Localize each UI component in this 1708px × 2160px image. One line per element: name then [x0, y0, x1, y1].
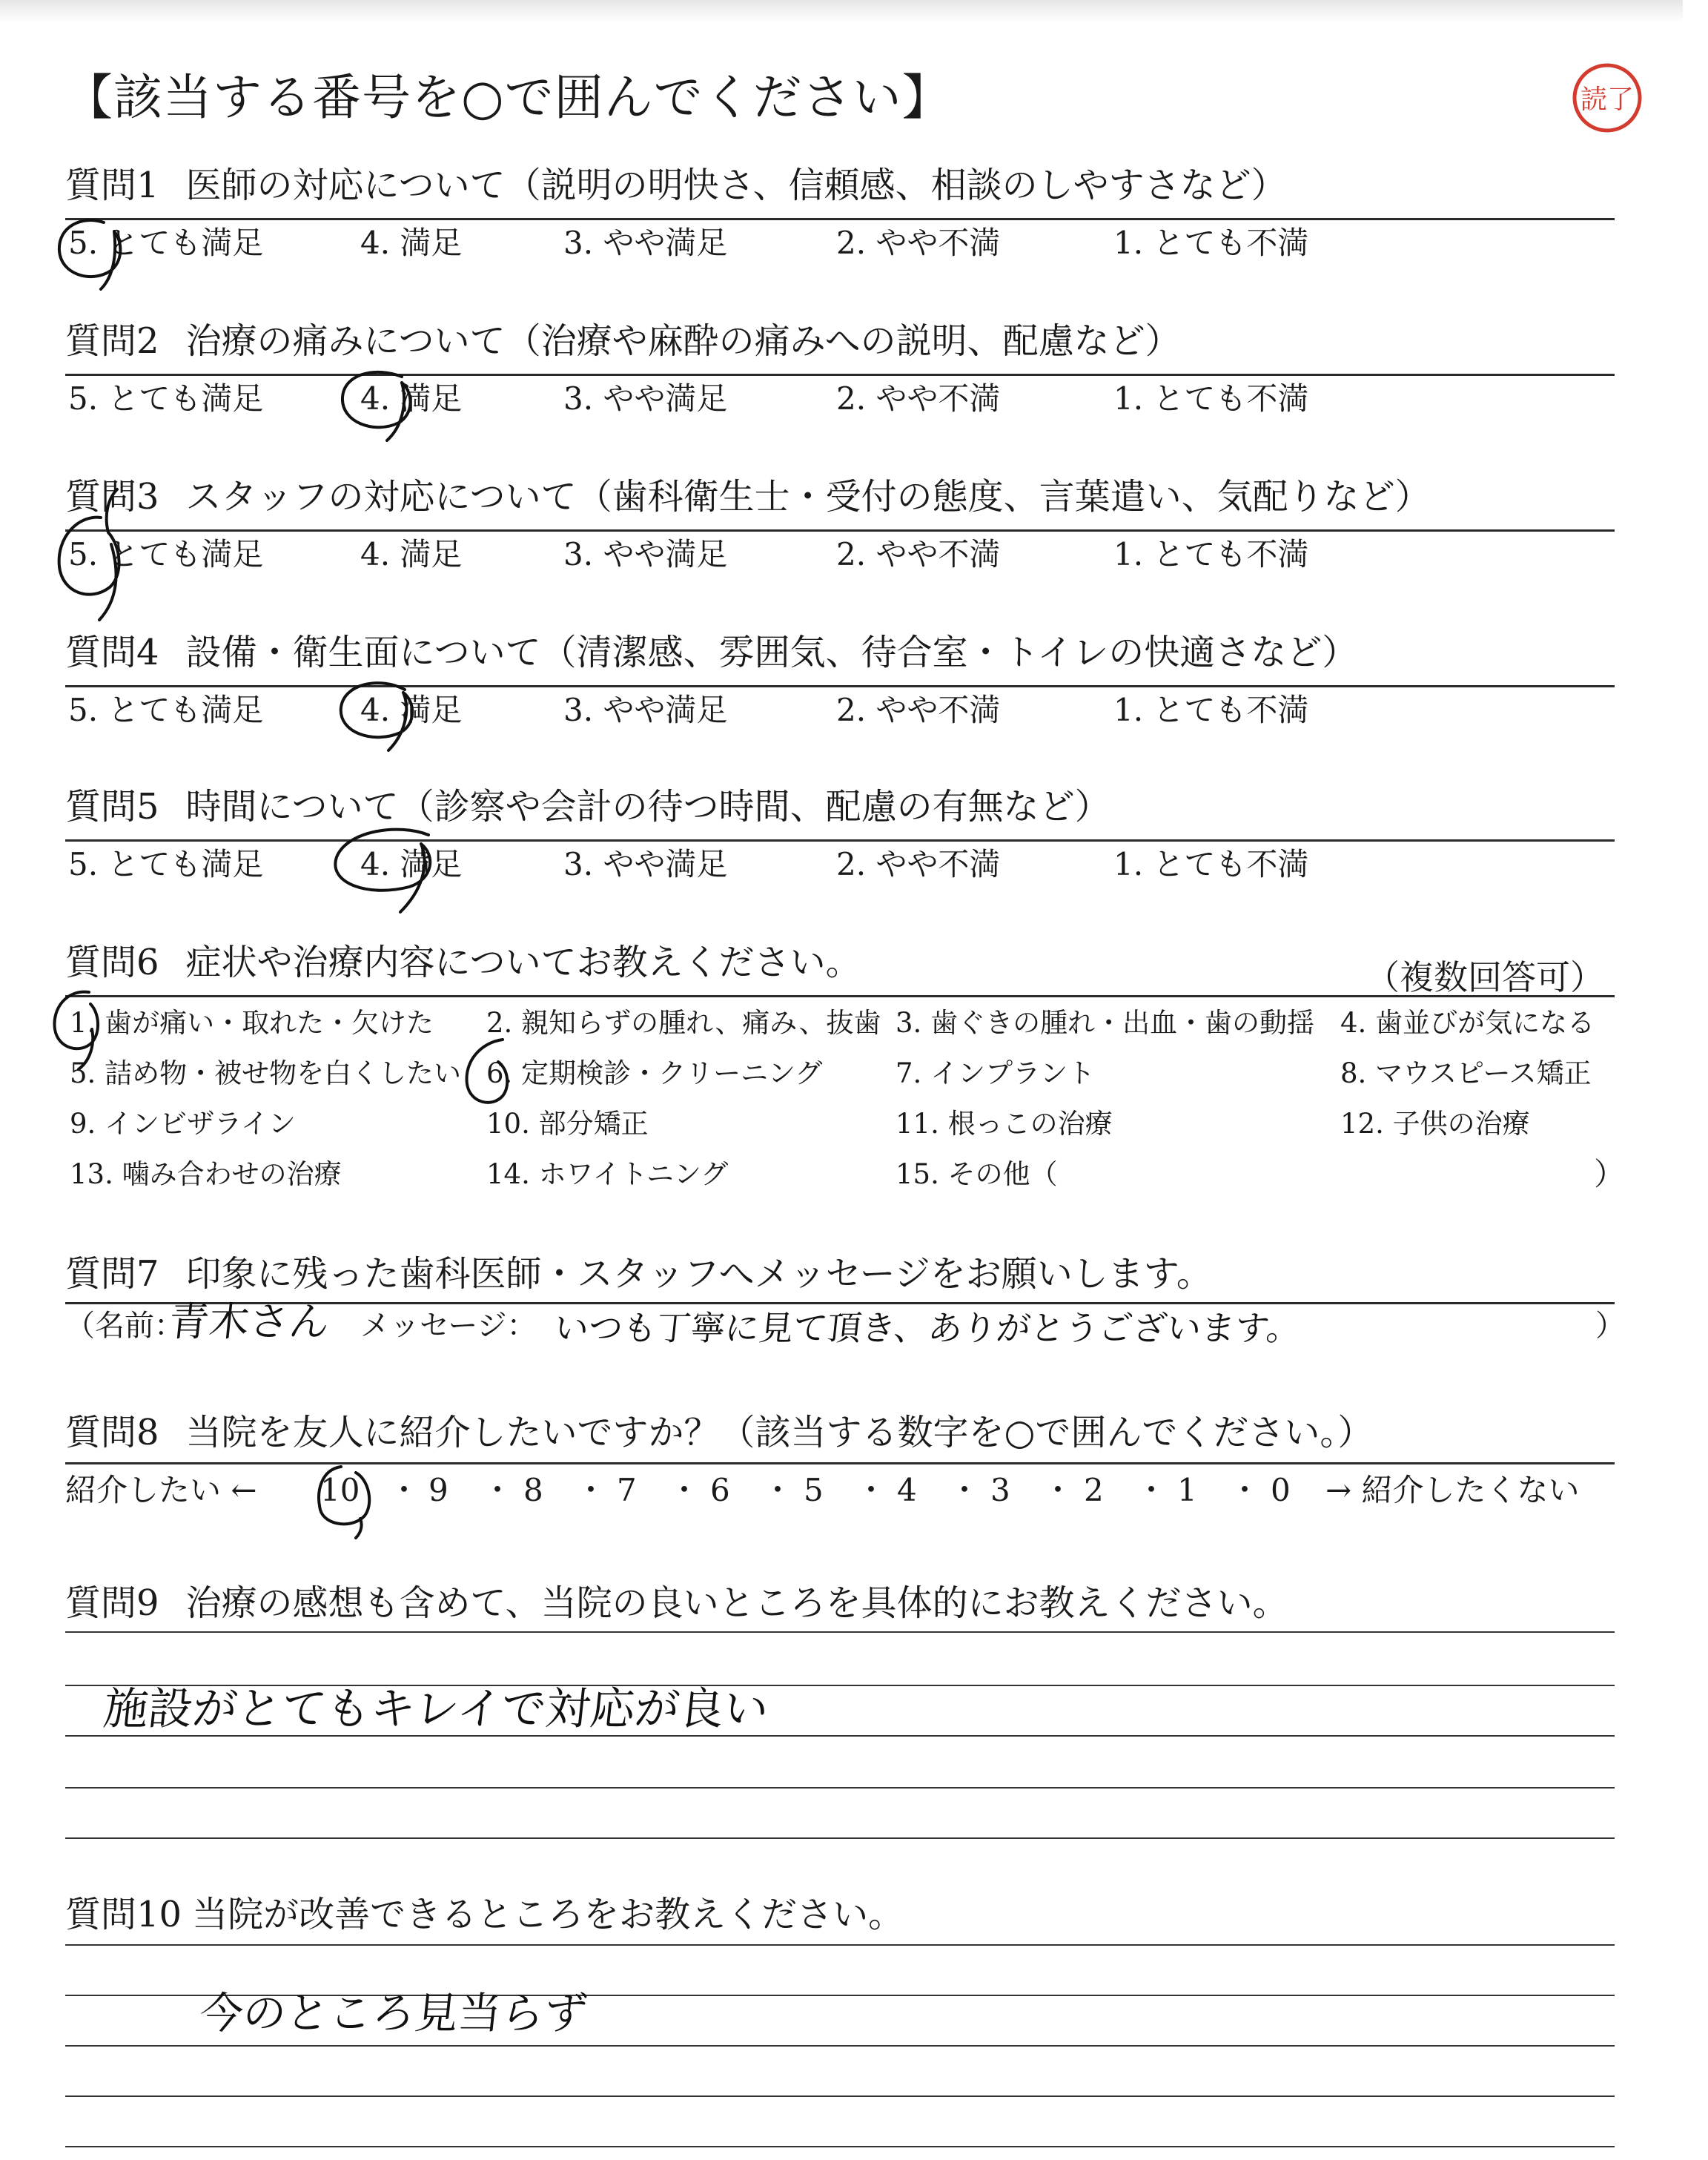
q5-option-3[interactable]: 3. やや満足	[563, 846, 728, 882]
question-text: スタッフの対応について（歯科衛生士・受付の態度、言葉遣い、気配りなど）	[185, 476, 1431, 518]
question-number: 質問10	[65, 1894, 182, 1935]
answer-line	[65, 2095, 1615, 2097]
page-title: 【該当する番号を○で囲んでください】	[64, 69, 952, 126]
question-text: 時間について（診察や会計の待つ時間、配慮の有無など）	[185, 786, 1110, 828]
q4-option-3[interactable]: 3. やや満足	[563, 692, 728, 728]
q3-option-2[interactable]: 2. やや不満	[836, 536, 1001, 572]
question-10-title	[65, 1891, 904, 1938]
q3-option-5[interactable]: 5. とても満足	[68, 536, 264, 572]
question-4-title	[65, 629, 1357, 676]
q3-option-3[interactable]: 3. やや満足	[563, 536, 728, 572]
question-10	[65, 1891, 1615, 1950]
q6-option-3[interactable]: 3. 歯ぐきの腫れ・出血・歯の動揺	[896, 1007, 1315, 1039]
multiple-answers-note: （複数回答可）	[1366, 957, 1604, 997]
q2-option-1[interactable]: 1. とても不満	[1113, 380, 1309, 417]
q6-option-11[interactable]: 11. 根っこの治療	[896, 1108, 1113, 1140]
q6-option-4[interactable]: 4. 歯並びが気になる	[1340, 1007, 1595, 1039]
question-7-title	[65, 1250, 1212, 1298]
scale-dot: ・	[949, 1472, 981, 1508]
stamp-label: 読了	[1580, 85, 1635, 115]
question-number: 質問4	[65, 632, 159, 673]
q6-option-2[interactable]: 2. 親知らずの腫れ、痛み、抜歯	[486, 1007, 881, 1039]
divider	[65, 218, 1615, 220]
scale-dot: ・	[1042, 1472, 1074, 1508]
divider	[65, 839, 1615, 842]
question-number: 質問5	[65, 786, 159, 828]
scale-8[interactable]: 8	[523, 1472, 543, 1508]
question-8-title	[65, 1409, 1373, 1456]
q9-answer[interactable]: 施設がとてもキレイで対応が良い	[101, 1683, 772, 1735]
scale-6[interactable]: 6	[710, 1472, 730, 1508]
q1-option-1[interactable]: 1. とても不満	[1113, 225, 1309, 261]
message-label: メッセージ：	[360, 1309, 537, 1343]
q10-answer[interactable]: 今のところ見当らず	[197, 1988, 590, 2038]
scale-5[interactable]: 5	[804, 1472, 824, 1508]
answer-line	[65, 1787, 1615, 1789]
read-stamp	[1570, 61, 1644, 135]
q6-option-12[interactable]: 12. 子供の治療	[1340, 1108, 1530, 1140]
question-text: 治療の感想も含めて、当院の良いところを具体的にお教えください。	[185, 1582, 1288, 1624]
name-label: （名前：	[65, 1309, 184, 1343]
q1-option-3[interactable]: 3. やや満足	[563, 225, 728, 261]
recommend-right-label: → 紹介したくない	[1325, 1472, 1580, 1508]
question-number: 質問9	[65, 1582, 159, 1624]
question-number: 質問8	[65, 1412, 159, 1453]
q6-option-7[interactable]: 7. インプラント	[896, 1057, 1096, 1089]
question-1	[65, 162, 1615, 310]
q6-option-6[interactable]: 6. 定期検診・クリーニング	[486, 1057, 823, 1089]
scale-0[interactable]: 0	[1271, 1472, 1291, 1508]
question-8	[65, 1409, 1615, 1468]
scale-9[interactable]: 9	[428, 1472, 448, 1508]
answer-line	[65, 1735, 1615, 1737]
question-text: 治療の痛みについて（治療や麻酔の痛みへの説明、配慮など）	[185, 320, 1181, 362]
divider	[65, 1462, 1615, 1464]
scale-2[interactable]: 2	[1084, 1472, 1104, 1508]
scan-edge-shadow	[0, 0, 1683, 22]
q5-option-1[interactable]: 1. とても不満	[1113, 846, 1309, 882]
question-9-title	[65, 1579, 1288, 1627]
scale-dot: ・	[669, 1472, 701, 1508]
question-text: 当院を友人に紹介したいですか？（該当する数字を○で囲んでください。）	[185, 1412, 1374, 1453]
question-4	[65, 629, 1615, 777]
question-text: 症状や治療内容についてお教えください。	[185, 942, 861, 983]
q6-option-14[interactable]: 14. ホワイトニング	[486, 1158, 729, 1190]
q6-option-10[interactable]: 10. 部分矯正	[486, 1108, 649, 1140]
question-number: 質問6	[65, 942, 159, 983]
scale-4[interactable]: 4	[897, 1472, 917, 1508]
scale-dot: ・	[762, 1472, 794, 1508]
answer-line	[65, 1944, 1615, 1946]
recommend-left-label: 紹介したい ←	[65, 1472, 257, 1508]
scale-dot: ・	[388, 1472, 420, 1508]
answer-line	[65, 1631, 1615, 1633]
question-number: 質問3	[65, 476, 159, 518]
divider	[65, 685, 1615, 687]
q2-option-3[interactable]: 3. やや満足	[563, 380, 728, 417]
name-value[interactable]: 青木さん	[166, 1298, 332, 1345]
scale-dot: ・	[575, 1472, 607, 1508]
divider	[65, 529, 1615, 532]
q6-option-15[interactable]: 15. その他（	[896, 1158, 1058, 1190]
question-number: 質問1	[65, 165, 159, 206]
scale-dot: ・	[1136, 1472, 1168, 1508]
q2-option-4[interactable]: 4. 満足	[360, 380, 463, 417]
q4-option-1[interactable]: 1. とても不満	[1113, 692, 1309, 728]
question-1-title	[65, 162, 1287, 209]
question-text: 医師の対応について（説明の明快さ、信頼感、相談のしやすさなど）	[185, 165, 1287, 206]
q2-option-5[interactable]: 5. とても満足	[68, 380, 264, 417]
question-3	[65, 473, 1615, 621]
scale-10[interactable]: 10	[320, 1472, 360, 1508]
scale-dot: ・	[1229, 1472, 1261, 1508]
q1-option-4[interactable]: 4. 満足	[360, 225, 463, 261]
q1-option-5[interactable]: 5. とても満足	[68, 225, 264, 261]
q6-option-8[interactable]: 8. マウスピース矯正	[1340, 1057, 1592, 1089]
scale-1[interactable]: 1	[1177, 1472, 1197, 1508]
q5-option-2[interactable]: 2. やや不満	[836, 846, 1001, 882]
question-number: 質問7	[65, 1253, 159, 1295]
question-text: 当院が改善できるところをお教えください。	[192, 1894, 904, 1935]
question-text: 設備・衛生面について（清潔感、雰囲気、待合室・トイレの快適さなど）	[185, 632, 1358, 673]
question-2-title	[65, 317, 1181, 365]
q6-option-9[interactable]: 9. インビザライン	[70, 1108, 296, 1140]
q6-option-5[interactable]: 5. 詰め物・被せ物を白くしたい	[70, 1057, 462, 1089]
question-9	[65, 1579, 1615, 1639]
q3-option-4[interactable]: 4. 満足	[360, 536, 463, 572]
q5-option-5[interactable]: 5. とても満足	[68, 846, 264, 882]
q6-option-13[interactable]: 13. 噛み合わせの治療	[70, 1158, 342, 1190]
answer-line	[65, 2146, 1615, 2147]
message-value[interactable]: いつも丁寧に見て頂き、ありがとうございます。	[552, 1308, 1303, 1348]
q2-option-2[interactable]: 2. やや不満	[836, 380, 1001, 417]
answer-line	[65, 2045, 1615, 2047]
question-number: 質問2	[65, 320, 159, 362]
divider	[65, 374, 1615, 376]
question-6-title	[65, 939, 861, 986]
q5-option-4[interactable]: 4. 満足	[360, 846, 463, 882]
scale-dot: ・	[855, 1472, 887, 1508]
question-text: 印象に残った歯科医師・スタッフへメッセージをお願いします。	[185, 1253, 1212, 1295]
q4-option-5[interactable]: 5. とても満足	[68, 692, 264, 728]
q3-option-1[interactable]: 1. とても不満	[1113, 536, 1309, 572]
q6-option-1[interactable]: 1. 歯が痛い・取れた・欠けた	[70, 1007, 434, 1039]
q4-option-2[interactable]: 2. やや不満	[836, 692, 1001, 728]
question-5-title	[65, 783, 1110, 830]
scale-7[interactable]: 7	[617, 1472, 637, 1508]
question-3-title	[65, 473, 1431, 521]
q4-option-4[interactable]: 4. 満足	[360, 692, 463, 728]
scale-3[interactable]: 3	[990, 1472, 1010, 1508]
question-5	[65, 783, 1615, 931]
scale-dot: ・	[482, 1472, 514, 1508]
message-close-paren: ）	[1595, 1309, 1625, 1343]
q6-other-close-paren: ）	[1594, 1156, 1626, 1192]
q1-option-2[interactable]: 2. やや不満	[836, 225, 1001, 261]
answer-line	[65, 1837, 1615, 1839]
question-2	[65, 317, 1615, 466]
